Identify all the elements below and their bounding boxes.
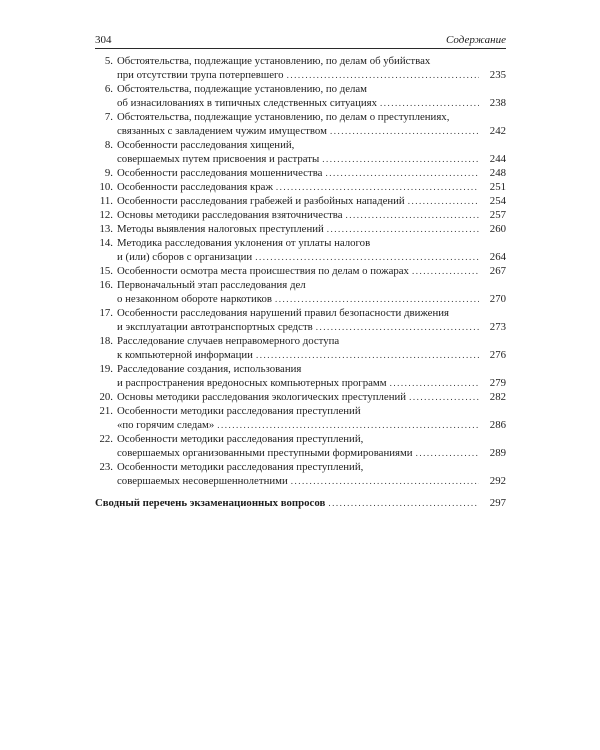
dot-leader <box>346 209 479 223</box>
dot-leader <box>409 391 479 405</box>
dot-leader <box>412 265 479 279</box>
toc-entry[interactable] <box>0 83 600 111</box>
toc-entry-page: 254 <box>489 195 506 207</box>
toc-entry-page: 282 <box>489 391 506 403</box>
toc-entry-page: 242 <box>489 124 506 137</box>
header-rule <box>95 48 506 49</box>
running-title: Содержание <box>445 34 506 46</box>
toc-entry-number: 7. <box>104 111 113 123</box>
dot-leader <box>276 181 479 195</box>
toc-entry-title-line1: Особенности расследования нарушений правил безопасности движения <box>117 307 449 319</box>
toc-entry[interactable] <box>0 433 600 461</box>
toc-entry-number: 15. <box>99 265 113 277</box>
toc-entry[interactable] <box>0 461 600 489</box>
dot-leader <box>328 496 479 510</box>
toc-entry[interactable] <box>0 139 600 167</box>
toc-entry-title: Методы выявления налоговых преступлений <box>117 223 324 235</box>
toc-entry-title-line1: Обстоятельства, подлежащие установлению, по делам о преступлениях, <box>117 111 450 123</box>
toc-entry-number: 11. <box>99 195 113 207</box>
toc-entry-title-line1: Особенности методики расследования преступлений, <box>117 461 364 473</box>
toc-entry-number: 19. <box>99 363 113 375</box>
toc-entry-number: 10. <box>99 181 113 193</box>
toc-entry[interactable] <box>0 405 600 433</box>
toc-entry[interactable] <box>0 363 600 391</box>
page-number: 304 <box>95 34 112 46</box>
toc-entry[interactable] <box>0 209 600 223</box>
toc-entry-title-line2: «по горячим следам» <box>117 418 215 431</box>
toc-entry-page: 267 <box>489 265 506 277</box>
toc-entry[interactable] <box>0 307 600 335</box>
toc-entry-page: 276 <box>489 348 506 361</box>
dot-leader <box>408 195 479 209</box>
dot-leader <box>316 321 479 335</box>
dot-leader <box>380 97 479 111</box>
dot-leader <box>287 69 479 83</box>
toc-entry-title: Особенности осмотра места происшествия по делам о пожарах <box>117 265 409 277</box>
toc-entry-page: 251 <box>489 181 506 193</box>
toc-entry[interactable] <box>0 111 600 139</box>
toc-entry[interactable] <box>0 167 600 181</box>
toc-entry-title-line2: при отсутствии трупа потерпевшего <box>117 68 284 81</box>
toc-entry-number: 18. <box>99 335 113 347</box>
toc-entry-title-line2: совершаемых организованными преступными формированиями <box>117 446 413 459</box>
toc-entry-page: 270 <box>489 292 506 305</box>
toc-entry-number: 20. <box>99 391 113 403</box>
toc-entry-page: 257 <box>489 209 506 221</box>
dot-leader <box>217 419 479 433</box>
toc-entry-page: 292 <box>489 474 506 487</box>
dot-leader <box>322 153 479 167</box>
toc-entry-number: 13. <box>99 223 113 235</box>
toc-entry-number: 14. <box>99 237 113 249</box>
summary-entry[interactable] <box>95 496 506 510</box>
toc-entry-title-line1: Обстоятельства, подлежащие установлению, по делам <box>117 83 368 95</box>
running-header <box>95 33 506 47</box>
toc-entry-number: 8. <box>104 139 113 151</box>
toc-entry-page: 289 <box>489 446 506 459</box>
dot-leader <box>291 475 479 489</box>
toc-entry[interactable] <box>0 279 600 307</box>
toc-entry-title: Особенности расследования мошенничества <box>117 167 323 179</box>
toc-entry-page: 238 <box>489 96 506 109</box>
dot-leader <box>275 293 479 307</box>
toc-entry[interactable] <box>0 265 600 279</box>
dot-leader <box>256 349 479 363</box>
toc-entry-page: 279 <box>489 376 506 389</box>
toc-entry-page: 260 <box>489 223 506 235</box>
toc-entry-number: 23. <box>99 461 113 473</box>
toc-entry-title-line1: Особенности методики расследования преступлений <box>117 405 361 417</box>
toc-entry-title-line1: Методика расследования уклонения от уплаты налогов <box>117 237 371 249</box>
toc-entry-page: 273 <box>489 320 506 333</box>
toc-entry-title-line1: Первоначальный этап расследования дел <box>117 279 306 291</box>
toc-entry[interactable] <box>0 195 600 209</box>
summary-title: Сводный перечень экзаменационных вопросов <box>95 497 326 509</box>
toc-entry-page: 244 <box>489 152 506 165</box>
toc-entry-number: 17. <box>99 307 113 319</box>
toc-entry-page: 235 <box>489 68 506 81</box>
toc-entry-title: Основы методики расследования взяточничества <box>117 209 343 221</box>
toc-entry-number: 12. <box>99 209 113 221</box>
toc-entry-title-line1: Особенности методики расследования преступлений, <box>117 433 364 445</box>
dot-leader <box>255 251 479 265</box>
dot-leader <box>416 447 479 461</box>
dot-leader <box>330 125 479 139</box>
summary-page: 297 <box>489 497 506 509</box>
toc-entry-title-line1: Обстоятельства, подлежащие установлению, по делам об убийствах <box>117 55 431 67</box>
toc-entry[interactable] <box>0 335 600 363</box>
toc-entry-title: Основы методики расследования экологических преступлений <box>117 391 407 403</box>
toc-entry[interactable] <box>0 181 600 195</box>
toc-entry-title-line2: совершаемых несовершеннолетними <box>117 474 288 487</box>
toc-entry-number: 9. <box>104 167 113 179</box>
toc-entry-title-line1: Расследование создания, использования <box>117 363 302 375</box>
toc-entry-title-line1: Особенности расследования хищений, <box>117 139 295 151</box>
toc-entry-title-line2: к компьютерной информации <box>117 348 253 361</box>
toc-entry[interactable] <box>0 223 600 237</box>
toc-entry[interactable] <box>0 237 600 265</box>
toc-entry-number: 21. <box>99 405 113 417</box>
toc-entry-title-line2: о незаконном обороте наркотиков <box>117 292 272 305</box>
toc-entry-number: 22. <box>99 433 113 445</box>
toc-entry-page: 264 <box>489 250 506 263</box>
toc-entry-page: 248 <box>489 167 506 179</box>
toc-entry-number: 16. <box>99 279 113 291</box>
toc-entry-title-line2: связанных с завладением чужим имуществом <box>117 124 327 137</box>
toc-entry-title: Особенности расследования краж <box>117 181 273 193</box>
toc-entry-number: 5. <box>104 55 113 67</box>
dot-leader <box>325 167 479 181</box>
dot-leader <box>327 223 479 237</box>
toc-entry-title-line1: Расследование случаев неправомерного доступа <box>117 335 340 347</box>
toc-entry-title-line2: и (или) сборов с организации <box>117 250 253 263</box>
toc-entry-page: 286 <box>489 418 506 431</box>
toc-entry-title-line2: совершаемых путем присвоения и растраты <box>117 152 320 165</box>
toc-entry-number: 6. <box>104 83 113 95</box>
toc-entry-title: Особенности расследования грабежей и разбойных нападений <box>117 195 405 207</box>
toc-entry[interactable] <box>0 391 600 405</box>
toc-entry-title-line2: об изнасилованиях в типичных следственных ситуациях <box>117 96 378 109</box>
dot-leader <box>390 377 479 391</box>
table-of-contents <box>0 55 600 489</box>
toc-entry-title-line2: и эксплуатации автотранспортных средств <box>117 320 313 333</box>
toc-entry-title-line2: и распространения вредоносных компьютерных программ <box>117 376 387 389</box>
toc-entry[interactable] <box>0 55 600 83</box>
